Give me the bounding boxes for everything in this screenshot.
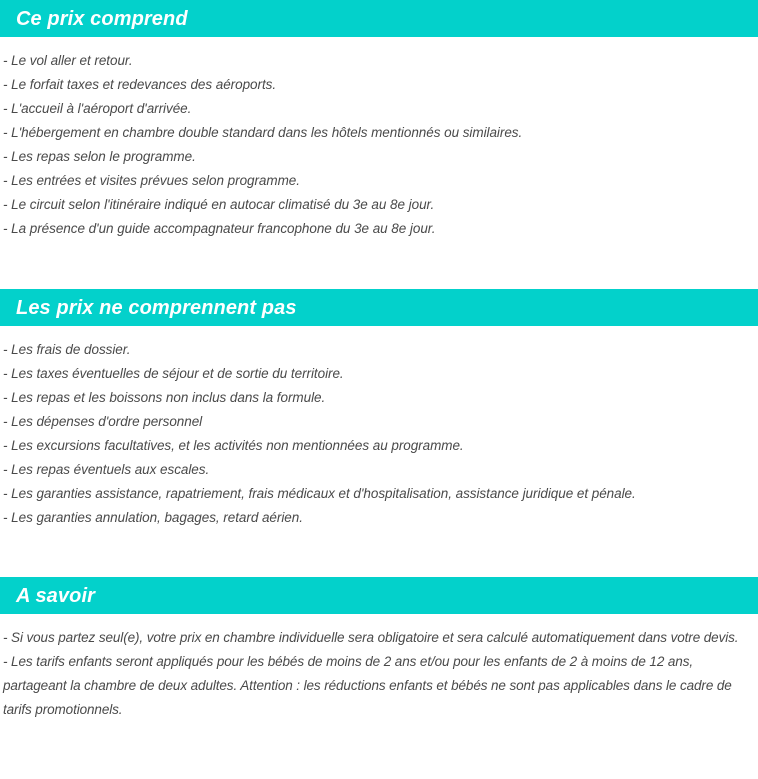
section-excludes: [0, 289, 758, 530]
section-title-notes: A savoir: [16, 584, 95, 607]
section-body-includes: [0, 37, 758, 241]
list-item: - Les repas et les boissons non inclus dans la formule.: [3, 390, 326, 405]
section-header-includes: [0, 0, 758, 37]
section-notes: [0, 577, 758, 722]
section-body-notes: [0, 614, 758, 722]
list-item: - Les garanties annulation, bagages, retard aérien.: [3, 510, 303, 525]
list-item: - La présence d'un guide accompagnateur francophone du 3e au 8e jour.: [3, 221, 436, 236]
list-item: - Les tarifs enfants seront appliqués pour les bébés de moins de 2 ans et/ou pour les enfants de 2 à moins de 12 ans, partageant la chambre de deux adultes. Attention : les réductions enfants et bébés ne sont pas applicables dans le cadre de tarifs promotionnels.: [3, 654, 732, 717]
list-item: - Si vous partez seul(e), votre prix en chambre individuelle sera obligatoire et sera calculé automatiquement dans votre devis.: [3, 630, 739, 645]
list-item: - Le circuit selon l'itinéraire indiqué en autocar climatisé du 3e au 8e jour.: [3, 197, 435, 212]
list-item: - L'hébergement en chambre double standard dans les hôtels mentionnés ou similaires.: [3, 125, 523, 140]
list-item: - Les entrées et visites prévues selon programme.: [3, 173, 300, 188]
list-item: - Les repas éventuels aux escales.: [3, 462, 210, 477]
section-header-notes: [0, 577, 758, 614]
section-includes: [0, 0, 758, 241]
list-item: - Les excursions facultatives, et les activités non mentionnées au programme.: [3, 438, 464, 453]
list-item: - Les frais de dossier.: [3, 342, 131, 357]
list-item: - Les repas selon le programme.: [3, 149, 196, 164]
list-item: - Les garanties assistance, rapatriement, frais médicaux et d'hospitalisation, assistance juridique et pénale.: [3, 486, 636, 501]
list-item: - Le forfait taxes et redevances des aéroports.: [3, 77, 277, 92]
section-title-includes: Ce prix comprend: [16, 7, 188, 30]
list-item: - L'accueil à l'aéroport d'arrivée.: [3, 101, 192, 116]
section-header-excludes: [0, 289, 758, 326]
section-title-excludes: Les prix ne comprennent pas: [16, 296, 297, 319]
section-body-excludes: [0, 326, 758, 530]
list-item: - Les taxes éventuelles de séjour et de sortie du territoire.: [3, 366, 344, 381]
list-item: - Les dépenses d'ordre personnel: [3, 414, 203, 429]
list-item: - Le vol aller et retour.: [3, 53, 133, 68]
